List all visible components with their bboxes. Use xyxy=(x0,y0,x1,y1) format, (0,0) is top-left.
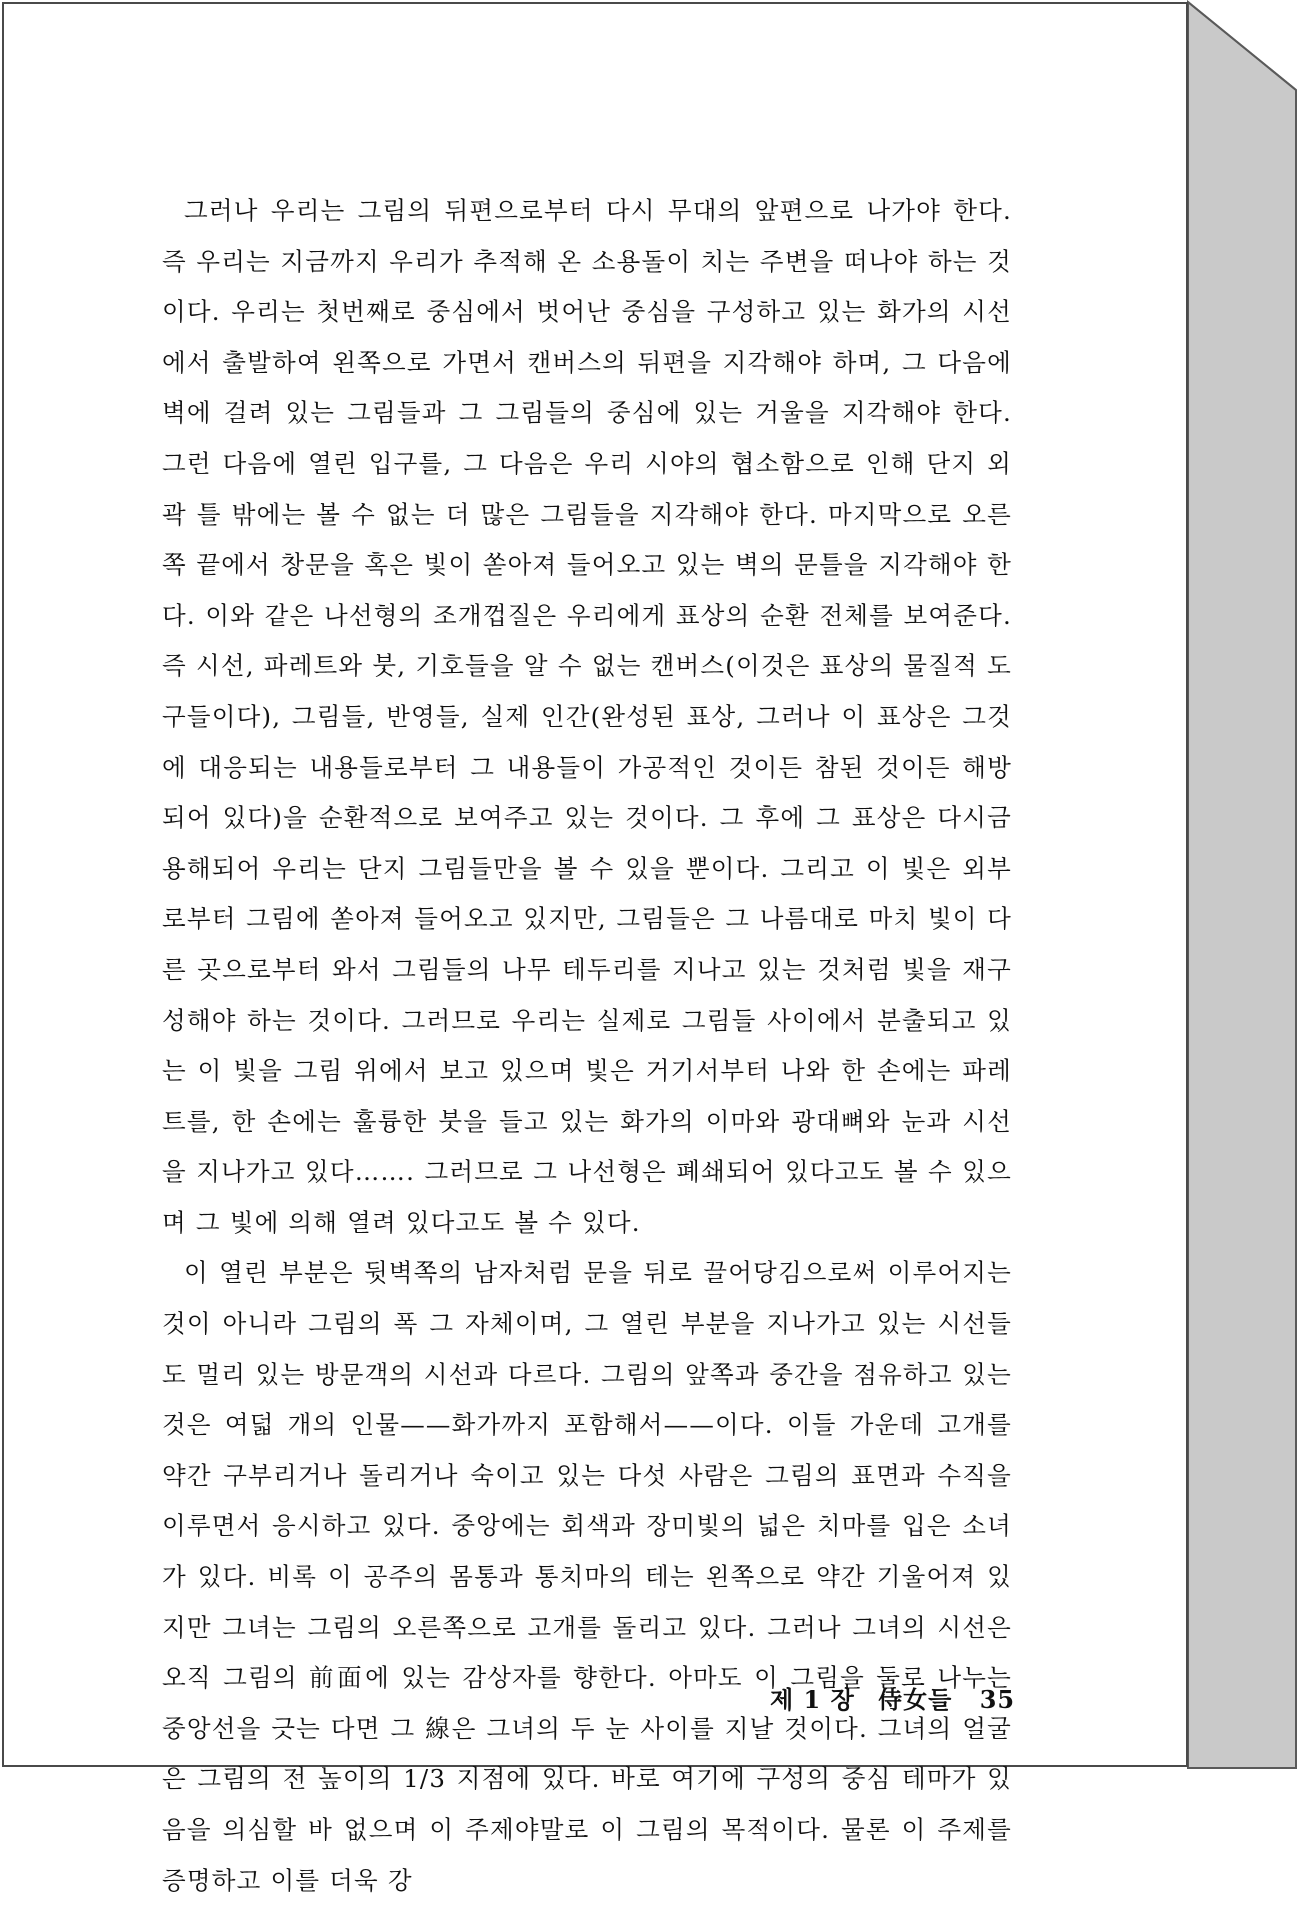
page-body-text xyxy=(162,186,1012,1906)
chapter-label: 제 1 장 xyxy=(770,1685,855,1714)
book-edge-side xyxy=(1188,2,1296,1768)
paragraph-1: 그러나 우리는 그림의 뒤편으로부터 다시 무대의 앞편으로 나가야 한다. 즉 우리는 지금까지 우리가 추적해 온 소용돌이 치는 주변을 떠나야 하는 것이다. 우리는 첫번째로 중심에서 벗어난 중심을 구성하고 있는 화가의 시선에서 출발하여 왼쪽으로 가면서 캔버스의 뒤편을 지각해야 하며, 그 다음에 벽에 걸려 있는 그림들과 그 그림들의 중심에 있는 거울을 지각해야 한다. 그런 다음에 열린 입구를, 그 다음은 우리 시야의 협소함으로 인해 단지 외곽 틀 밖에는 볼 수 없는 더 많은 그림들을 지각해야 한다. 마지막으로 오른쪽 끝에서 창문을 혹은 빛이 쏟아져 들어오고 있는 벽의 문틀을 지각해야 한다. 이와 같은 나선형의 조개껍질은 우리에게 표상의 순환 전체를 보여준다. 즉 시선, 파레트와 붓, 기호들을 알 수 없는 캔버스(이것은 표상의 물질적 도구들이다), 그림들, 반영들, 실제 인간(완성된 표상, 그러나 이 표상은 그것에 대응되는 내용들로부터 그 내용들이 가공적인 것이든 참된 것이든 해방되어 있다)을 순환적으로 보여주고 있는 것이다. 그 후에 그 표상은 다시금 용해되어 우리는 단지 그림들만을 볼 수 있을 뿐이다. 그리고 이 빛은 외부로부터 그림에 쏟아져 들어오고 있지만, 그림들은 그 나름대로 마치 빛이 다른 곳으로부터 와서 그림들의 나무 테두리를 지나고 있는 것처럼 빛을 재구성해야 하는 것이다. 그러므로 우리는 실제로 그림들 사이에서 분출되고 있는 이 빛을 그림 위에서 보고 있으며 빛은 거기서부터 나와 한 손에는 파레트를, 한 손에는 훌륭한 붓을 들고 있는 화가의 이마와 광대뼈와 눈과 시선을 지나가고 있다……. 그러므로 그 나선형은 폐쇄되어 있다고도 볼 수 있으며 그 빛에 의해 열려 있다고도 볼 수 있다. xyxy=(162,196,1012,1237)
section-title: 侍女들 xyxy=(878,1685,953,1714)
running-footer xyxy=(770,1680,1015,1715)
page-number: 35 xyxy=(979,1685,1016,1714)
paragraph-2: 이 열린 부분은 뒷벽쪽의 남자처럼 문을 뒤로 끌어당김으로써 이루어지는 것이 아니라 그림의 폭 그 자체이며, 그 열린 부분을 지나가고 있는 시선들도 멀리 있는 방문객의 시선과 다르다. 그림의 앞쪽과 중간을 점유하고 있는 것은 여덟 개의 인물——화가까지 포함해서——이다. 이들 가운데 고개를 약간 구부리거나 돌리거나 숙이고 있는 다섯 사람은 그림의 표면과 수직을 이루면서 응시하고 있다. 중앙에는 회색과 장미빛의 넓은 치마를 입은 소녀가 있다. 비록 이 공주의 몸통과 통치마의 테는 왼쪽으로 약간 기울어져 있지만 그녀는 그림의 오른쪽으로 고개를 돌리고 있다. 그러나 그녀의 시선은 오직 그림의 前面에 있는 감상자를 향한다. 아마도 이 그림을 둘로 나누는 중앙선을 긋는 다면 그 線은 그녀의 두 눈 사이를 지날 것이다. 그녀의 얼굴은 그림의 전 높이의 1/3 지점에 있다. 바로 여기에 구성의 중심 테마가 있음을 의심할 바 없으며 이 주제야말로 이 그림의 목적이다. 물론 이 주제를 증명하고 이를 더욱 강 xyxy=(162,1258,1012,1895)
